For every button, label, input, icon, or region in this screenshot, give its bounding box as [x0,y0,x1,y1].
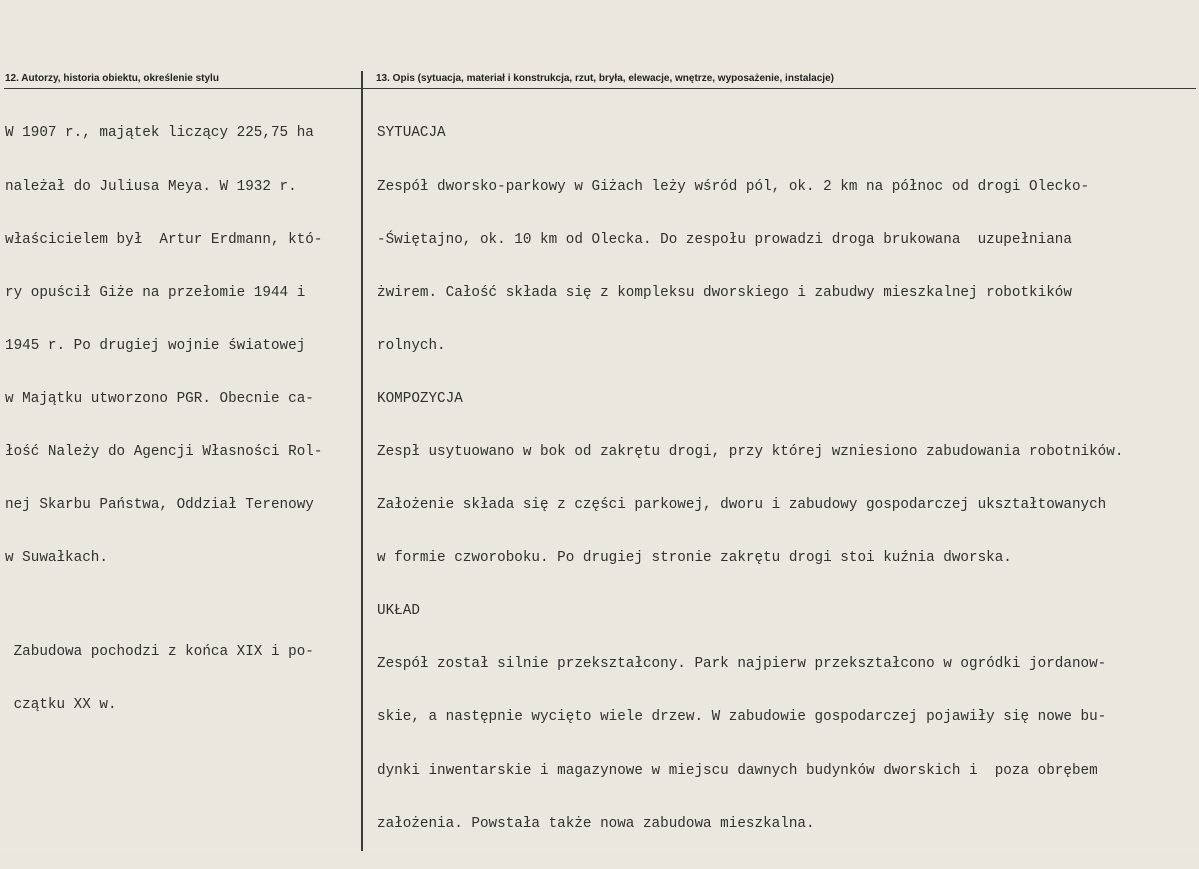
text-line: w formie czworoboku. Po drugiej stronie zakrętu drogi stoi kuźnia dworska. [377,550,1012,567]
subheading-kompozycja: KOMPOZYCJA [377,390,463,407]
section-13-heading: 13. Opis (sytuacja, materiał i konstrukcja, rzut, bryła, elewacje, wnętrze, wyposażenie, instalacje) [376,73,834,84]
text-line: Zabudowa pochodzi z końca XIX i po- [5,643,314,660]
header-rule [4,88,1196,89]
column-divider [361,71,363,851]
text-line: Zespół został silnie przekształcony. Park najpierw przekształcono w ogródki jordanow- [377,656,1107,673]
text-line: Zespół dworsko-parkowy w Giżach leży wśród pól, ok. 2 km na północ od drogi Olecko- [377,178,1090,195]
text-line: Zespł usytuowano w bok od zakrętu drogi, przy której wzniesiono zabudowania robotników. [377,443,1124,460]
text-line: 1945 r. Po drugiej wojnie światowej [5,337,306,354]
text-line: skie, a następnie wycięto wiele drzew. W zabudowie gospodarczej pojawiły się nowe bu- [377,709,1107,726]
text-line: właścicielem był Artur Erdmann, któ- [5,231,323,248]
text-line: założenia. Powstała także nowa zabudowa mieszkalna. [377,815,815,832]
text-line: łość Należy do Agencji Własności Rol- [5,443,323,460]
text-line: w Majątku utworzono PGR. Obecnie ca- [5,390,314,407]
section-12-text [5,90,357,750]
section-12-heading: 12. Autorzy, historia obiektu, określenie stylu [5,73,219,84]
text-line: dynki inwentarskie i magazynowe w miejscu dawnych budynków dworskich i poza obrębem [377,762,1098,779]
text-line: czątku XX w. [5,696,117,713]
text-line: -Świętajno, ok. 10 km od Olecka. Do zespołu prowadzi droga brukowana uzupełniana [377,231,1072,248]
text-line: rolnych. [377,337,446,354]
text-line: w Suwałkach. [5,550,108,567]
text-line: żwirem. Całość składa się z kompleksu dworskiego i zabudwy mieszkalnej robotkików [377,284,1072,301]
subheading-sytuacja: SYTUACJA [377,125,446,142]
text-line: ry opuścił Giże na przełomie 1944 i [5,284,306,301]
paragraph-gap [5,603,357,608]
text-line: nej Skarbu Państwa, Oddział Terenowy [5,497,314,514]
subheading-uklad: UKŁAD [377,603,420,620]
text-line: Założenie składa się z części parkowej, dworu i zabudowy gospodarczej ukształtowanych [377,497,1107,514]
section-13-text [377,90,1192,869]
text-line: W 1907 r., majątek liczący 225,75 ha [5,125,314,142]
text-line: należał do Juliusa Meya. W 1932 r. [5,178,297,195]
